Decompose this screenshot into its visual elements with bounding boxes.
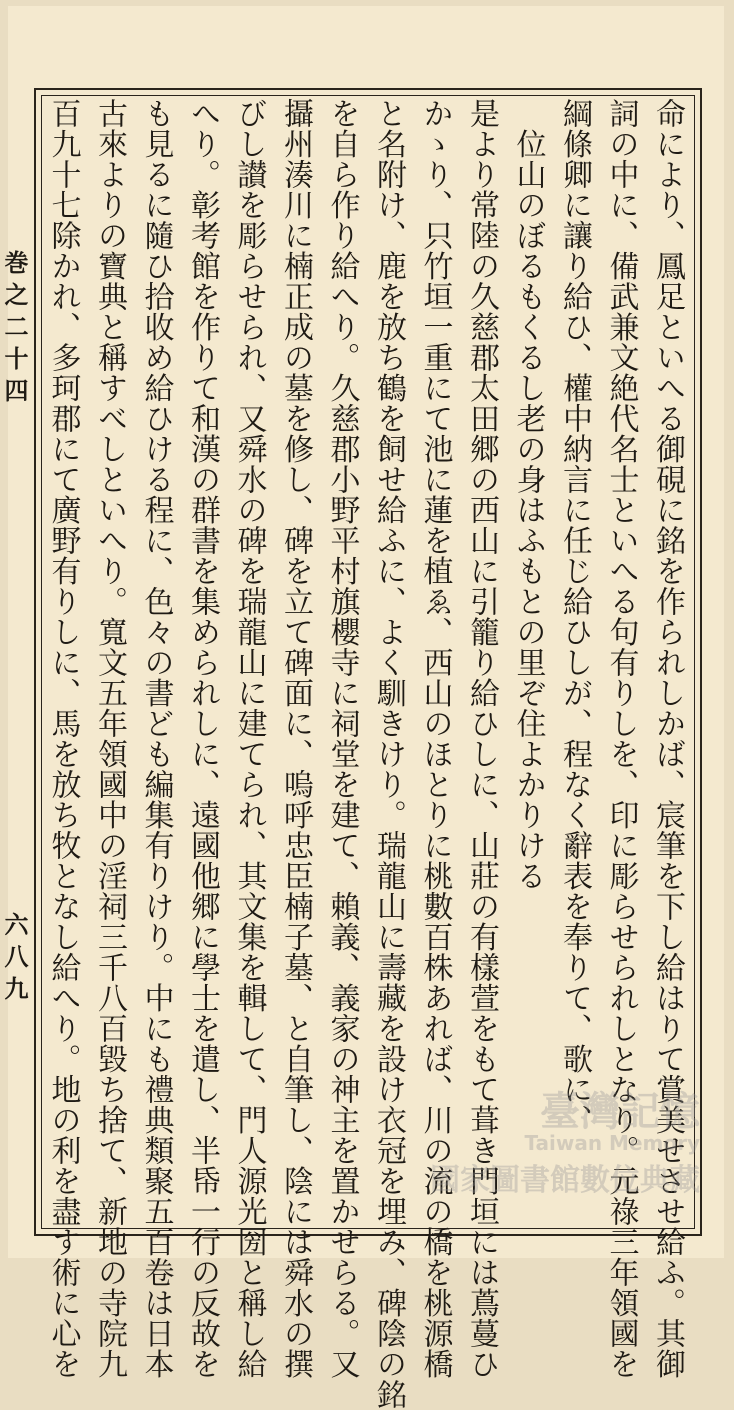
text-column: びし讃を彫らせられ、又舜水の碑を瑞龍山に建てられ、其文集を輯して、門人源光圀と稱し給 — [231, 98, 267, 1379]
watermark-institution: 國家圖書館數位典藏 — [430, 1163, 700, 1198]
text-column: と名附け、鹿を放ち鶴を飼せ給ふに、よく馴きけり。瑞龍山に壽藏を設け衣冠を埋み、碑陰の銘 — [371, 98, 406, 1410]
text-column: 詞の中に、備武兼文絶代名士といへる句有りしを、印に彫らせられしとなり。元祿三年領國を — [603, 98, 639, 1379]
text-column: へり。彰考館を作りて和漢の群書を集められしに、遠國他郷に學士を遣し、半帋一行の反故を — [185, 98, 220, 1379]
poem-column: 位山のぼるもくるし老の身はふもとの里ぞ住よかりける — [510, 98, 546, 891]
watermark-title: 臺灣記憶 — [540, 1089, 700, 1135]
vertical-text-body — [45, 98, 690, 1410]
text-column: 綱條卿に讓り給ひ、權中納言に任じ給ひしが、程なく辭表を奉りて、歌に、 — [557, 98, 592, 1135]
text-column: 百九十七除かれ、多珂郡にて廣野有りしに、馬を放ち牧となし給へり。地の利を盡す術に心を — [45, 98, 81, 1379]
text-column: 古來よりの寶典と稱すべしといへり。寬文五年領國中の淫祠三千八百毀ち捨て、新地の寺院九 — [92, 98, 127, 1379]
text-column: も見るに隨ひ拾收め給ひける程に、色々の書ども編集有りけり。中にも禮典類聚五百卷は日本 — [138, 98, 174, 1379]
page-number: 六八九 — [0, 912, 29, 1008]
text-column: を自ら作り給へり。久慈郡小野平村旗櫻寺に祠堂を建て、賴義、義家の神主を置かせらる。又 — [324, 98, 360, 1379]
text-column: 是より常陸の久慈郡太田郷の西山に引籠り給ひしに、山莊の有樣萱をもて葺き門垣には蔦蔓ひ — [464, 98, 499, 1379]
watermark — [400, 1080, 700, 1199]
text-column: 攝州湊川に楠正成の墓を修し、碑を立て碑面に、嗚呼忠臣楠子墓、と自筆し、陰には舜水の撰 — [278, 98, 313, 1379]
volume-label: 巻之二十四 — [0, 250, 29, 410]
text-column: 命により、鳳足といへる御硯に銘を作られしかば、宸筆を下し給はりて賞美せさせ給ふ。其御 — [650, 98, 685, 1379]
text-column: かゝり、只竹垣一重にて池に蓮を植ゑ、西山のほとりに桃數百株あれば、川の流の橋を桃源橋 — [417, 98, 453, 1379]
watermark-english: Taiwan Memory — [524, 1131, 700, 1155]
